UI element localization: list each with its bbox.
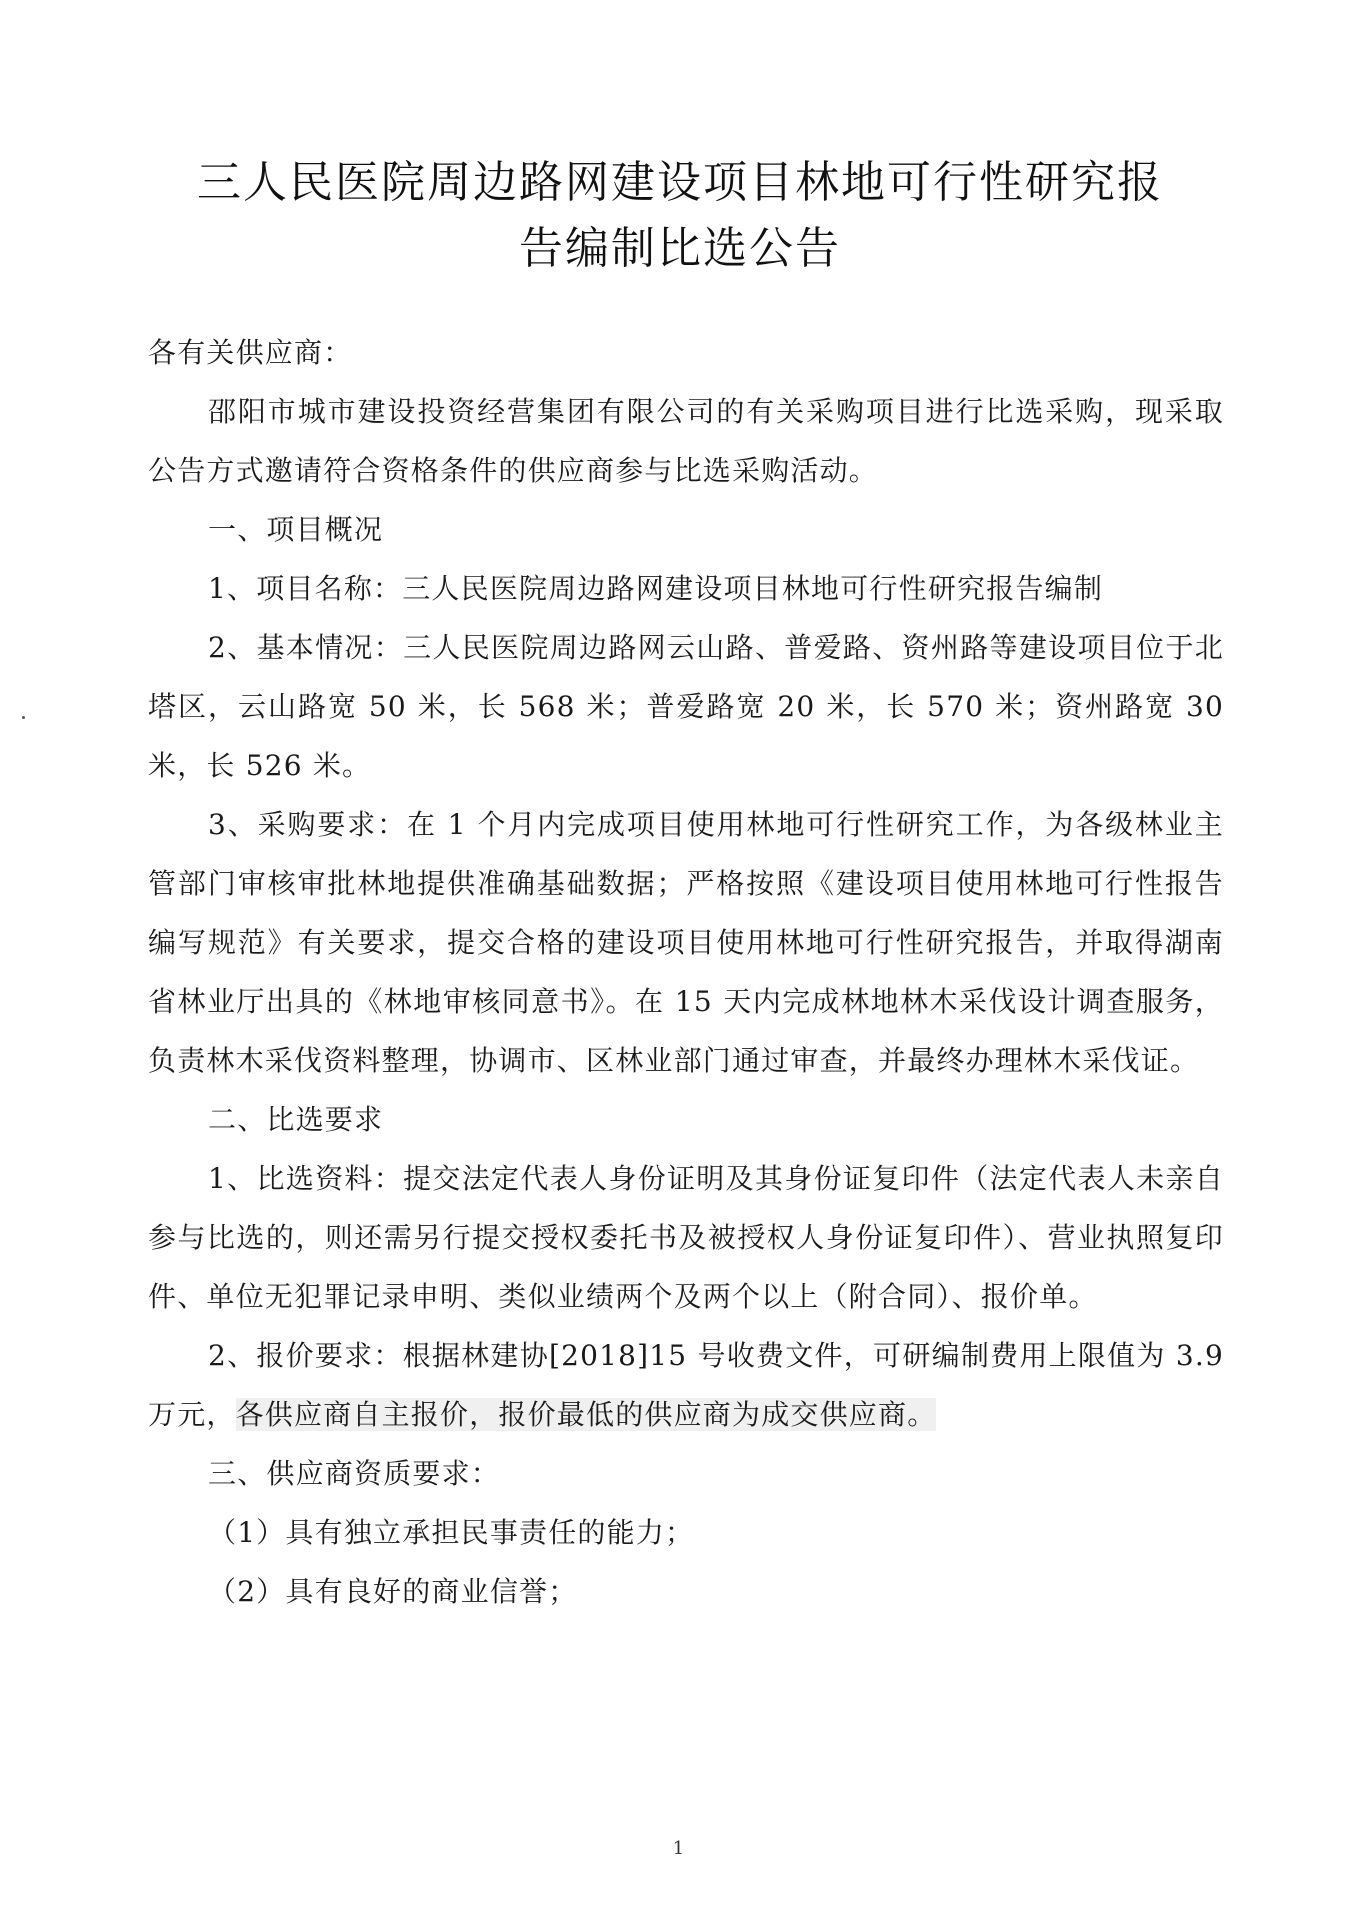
project-name-item: 1、项目名称：三人民医院周边路网建设项目林地可行性研究报告编制 xyxy=(208,572,1104,605)
quotation-text-part1: 2、报价要求：根据林建协[2018]15 号收费文件，可研编制费用上限值为 3.9 万元， xyxy=(148,1339,1224,1431)
page-number: 1 xyxy=(672,1838,685,1859)
section-1-heading: 一、项目概况 xyxy=(208,513,384,546)
intro-paragraph: 邵阳市城市建设投资经营集团有限公司的有关采购项目进行比选采购，现采取公告方式邀请符合资格条件的供应商参与比选采购活动。 xyxy=(148,395,1224,487)
quotation-text-highlighted: 各供应商自主报价，报价最低的供应商为成交供应商。 xyxy=(235,1398,937,1431)
quotation-requirements-item xyxy=(148,1326,1224,1444)
document-body xyxy=(148,323,1224,1621)
salutation: 各有关供应商： xyxy=(148,336,353,369)
section-2-heading: 二、比选要求 xyxy=(208,1103,384,1136)
selection-materials-item: 1、比选资料：提交法定代表人身份证明及其身份证复印件（法定代表人未亲自参与比选的，则还需另行提交授权委托书及被授权人身份证复印件）、营业执照复印件、单位无犯罪记录申明、类似业绩两个及两个以上（附合同）、报价单。 xyxy=(148,1162,1224,1313)
qualification-item-1: （1）具有独立承担民事责任的能力； xyxy=(208,1516,695,1549)
document-title xyxy=(120,150,1240,282)
section-3-heading: 三、供应商资质要求： xyxy=(208,1457,501,1490)
qualification-item-2: （2）具有良好的商业信誉； xyxy=(208,1575,578,1608)
title-line-1: 三人民医院周边路网建设项目林地可行性研究报 xyxy=(197,157,1163,208)
basic-info-item: 2、基本情况：三人民医院周边路网云山路、普爱路、资州路等建设项目位于北塔区，云山路宽 50 米，长 568 米；普爱路宽 20 米，长 570 米；资州路宽 30 米，长 526 米。 xyxy=(148,631,1224,782)
procurement-requirements-item: 3、采购要求：在 1 个月内完成项目使用林地可行性研究工作，为各级林业主管部门审核审批林地提供准确基础数据；严格按照《建设项目使用林地可行性报告编写规范》有关要求，提交合格的建设项目使用林地可行性研究报告，并取得湖南省林业厅出具的《林地审核同意书》。在 15 天内完成林地林木采伐设计调查服务，负责林木采伐资料整理，协调市、区林业部门通过审查，并最终办理林木采伐证。 xyxy=(148,808,1224,1077)
scan-speck xyxy=(22,716,25,719)
title-line-2: 告编制比选公告 xyxy=(519,223,841,274)
